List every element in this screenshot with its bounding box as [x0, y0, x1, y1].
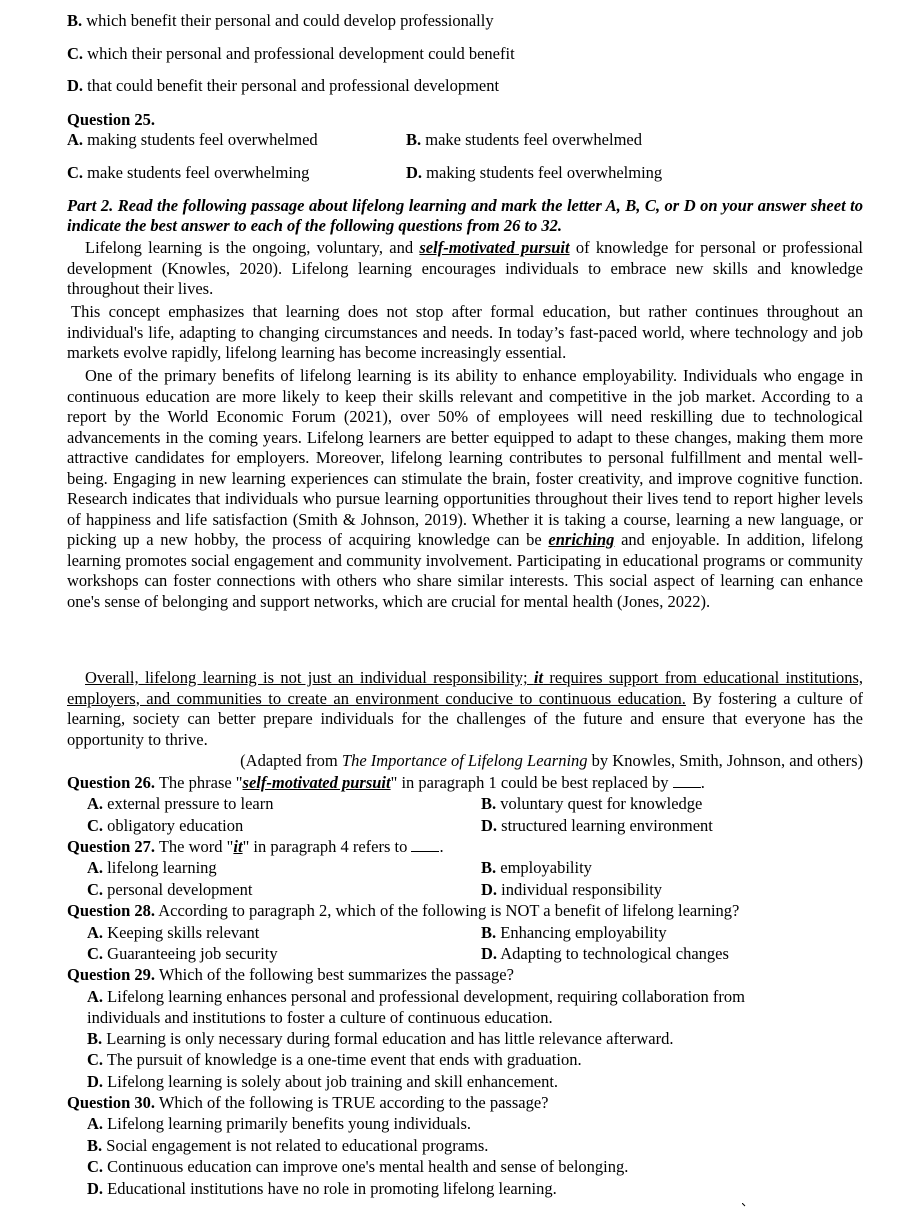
option-letter: B. [406, 130, 422, 149]
q28-stem [67, 901, 739, 921]
q25-option-b [406, 130, 642, 150]
option-text: making students feel overwhelmed [87, 130, 318, 149]
option-letter: A. [87, 1114, 104, 1133]
option-text: Enhancing employability [500, 923, 667, 942]
q27-option-c [87, 880, 252, 900]
text: According to paragraph 2, which of the following is NOT a benefit of lifelong learning? [155, 901, 740, 920]
question-number: Question 27. [67, 837, 156, 856]
question-number: Question 30. [67, 1093, 156, 1112]
q27-option-d [481, 880, 662, 900]
option-text: Lifelong learning primarily benefits young individuals. [107, 1114, 472, 1133]
text: " in paragraph 4 refers to [242, 837, 412, 856]
option-letter: D. [87, 1072, 104, 1091]
q26-stem [67, 773, 705, 793]
text: (Adapted from [240, 751, 342, 770]
option-letter: C. [87, 1050, 104, 1069]
option-text: which benefit their personal and could develop professionally [86, 11, 494, 30]
underlined-sentence: Overall, lifelong learning is not just an individual responsibility; [85, 668, 534, 687]
q29-stem [67, 965, 514, 985]
option-letter: B. [481, 858, 497, 877]
option-letter: C. [67, 163, 84, 182]
q29-option-a [87, 987, 745, 1007]
question-number: Question 29. [67, 965, 156, 984]
underlined-sentence: requires support from educational institutions, employers, and communities to create an environment conducive to continuous education. [67, 668, 864, 708]
answer-blank [411, 839, 439, 852]
option-text: Keeping skills relevant [107, 923, 260, 942]
passage-paragraph-3 [67, 366, 863, 612]
option-letter: A. [67, 130, 84, 149]
option-text: which their personal and professional development could benefit [87, 44, 515, 63]
q29-option-c [87, 1050, 582, 1070]
q27-option-a [87, 858, 217, 878]
text: By fostering a culture of learning, society can better prepare individuals for the challenges of the future and ensure that everyone has the opportunity to thrive. [67, 688, 863, 749]
option-text: individual responsibility [501, 880, 663, 899]
q25-option-a [67, 130, 318, 150]
text: and enjoyable. In addition, lifelong learning promotes social engagement and community involvement. Participating in educational programs or community workshops can foster connections with others who share similar interests. This social aspect of learning can enhance one's sense of belonging and support networks, which are crucial for mental health (Jones, 2022). [67, 530, 864, 611]
q30-option-a [87, 1114, 471, 1134]
option-letter: B. [481, 794, 497, 813]
option-letter: C. [67, 44, 84, 63]
option-text: Guaranteeing job security [107, 944, 278, 963]
q24-option-c [67, 44, 515, 64]
option-text: The pursuit of knowledge is a one-time event that ends with graduation. [106, 1050, 582, 1069]
option-text: lifelong learning [107, 858, 217, 877]
option-letter: D. [481, 880, 498, 899]
q28-option-d [481, 944, 729, 964]
text: The phrase " [155, 773, 243, 792]
option-text: Learning is only necessary during formal education and has little relevance afterward. [106, 1029, 674, 1048]
text: The word " [155, 837, 234, 856]
option-text: personal development [107, 880, 253, 899]
option-text: employability [500, 858, 592, 877]
highlighted-word: it [233, 837, 243, 856]
stray-mark-icon [742, 1203, 746, 1207]
option-text: structured learning environment [501, 816, 713, 835]
passage-paragraph-1 [67, 238, 863, 300]
highlighted-word: enriching [548, 530, 615, 549]
q30-option-d [87, 1179, 557, 1199]
option-letter: D. [481, 816, 498, 835]
option-letter: A. [87, 923, 104, 942]
option-text: Lifelong learning enhances personal and professional development, requiring collaboration from [107, 987, 745, 1006]
text: Lifelong learning is the ongoing, voluntary, and [85, 238, 420, 257]
text: . [439, 837, 444, 856]
q27-option-b [481, 858, 592, 878]
stray-mark [742, 1199, 746, 1203]
q24-option-d [67, 76, 499, 96]
option-letter: C. [87, 880, 104, 899]
question-number: Question 28. [67, 901, 156, 920]
text: by Knowles, Smith, Johnson, and others) [587, 751, 863, 770]
q30-option-c [87, 1157, 628, 1177]
q26-option-b [481, 794, 702, 814]
text: of knowledge for personal or professional development (Knowles, 2020). Lifelong learning encourages individuals to embrace new skills and knowledge throughout their lives. [67, 238, 864, 298]
option-text: Lifelong learning is solely about job training and skill enhancement. [107, 1072, 559, 1091]
q27-stem [67, 837, 444, 857]
option-letter: A. [87, 858, 104, 877]
text: Which of the following is TRUE according to the passage? [155, 1093, 549, 1112]
highlighted-phrase: self-motivated pursuit [419, 238, 570, 257]
option-letter: C. [87, 944, 104, 963]
highlighted-word: it [533, 668, 544, 687]
option-text: making students feel overwhelming [426, 163, 663, 182]
option-letter: B. [481, 923, 497, 942]
q28-option-c [87, 944, 278, 964]
option-letter: A. [87, 987, 104, 1006]
q25-option-d [406, 163, 662, 183]
option-letter: C. [87, 816, 104, 835]
option-letter: D. [481, 944, 498, 963]
q29-option-a-cont: individuals and institutions to foster a culture of continuous education. [87, 1008, 553, 1027]
q26-option-a [87, 794, 273, 814]
option-letter: D. [87, 1179, 104, 1198]
text: One of the primary benefits of lifelong learning is its ability to enhance employability. Individuals who engage in continuous education are more likely to keep their skills relevant and competitive in the job market. According to a report by the World Economic Forum (2021), over 50% of employees will need reskilling due to technological advancements in the coming years. Lifelong learners are better equipped to adapt to these changes, making them more attractive candidates for employers. Moreover, lifelong learning contributes to personal fulfillment and mental well-being. Engaging in new learning experiences can stimulate the brain, foster creativity, and improve cognitive function. Research indicates that individuals who pursue learning opportunities throughout their lives tend to report higher levels of happiness and life satisfaction (Smith & Johnson, 2019). Whether it is taking a course, learning a new language, or picking up a new hobby, the process of acquiring knowledge can be [67, 366, 863, 549]
q26-option-d [481, 816, 713, 836]
option-text: Social engagement is not related to educational programs. [106, 1136, 489, 1155]
option-letter: B. [87, 1029, 103, 1048]
text: " in paragraph 1 could be best replaced by [390, 773, 673, 792]
source-title: The Importance of Lifelong Learning [341, 751, 588, 770]
q28-option-b [481, 923, 667, 943]
q25-option-c [67, 163, 309, 183]
option-text: Adapting to technological changes [500, 944, 729, 963]
highlighted-phrase: self-motivated pursuit [242, 773, 391, 792]
option-text: external pressure to learn [107, 794, 274, 813]
option-text: Educational institutions have no role in promoting lifelong learning. [107, 1179, 557, 1198]
option-text: voluntary quest for knowledge [500, 794, 703, 813]
q30-stem [67, 1093, 548, 1113]
text: This concept emphasizes that learning does not stop after formal education, but rather continues throughout an individual's life, adapting to changing circumstances and needs. In today’s fast-paced world, where technology and job markets evolve rapidly, lifelong learning has become increasingly essential. [67, 302, 863, 362]
text: Which of the following best summarizes the passage? [155, 965, 514, 984]
q28-option-a [87, 923, 259, 943]
option-text: Continuous education can improve one's mental health and sense of belonging. [107, 1157, 629, 1176]
option-letter: B. [67, 11, 83, 30]
passage-paragraph-2 [67, 302, 863, 364]
part2-instruction: Part 2. Read the following passage about lifelong learning and mark the letter A, B, C, or D on your answer sheet to indicate the best answer to each of the following questions from 26 to 32. [67, 196, 863, 235]
q30-option-b [87, 1136, 488, 1156]
option-text: make students feel overwhelmed [425, 130, 642, 149]
option-letter: D. [406, 163, 423, 182]
passage-paragraph-4 [67, 668, 863, 750]
q24-option-b [67, 11, 494, 31]
answer-blank [673, 775, 701, 788]
text: . [700, 773, 705, 792]
option-text: that could benefit their personal and professional development [87, 76, 500, 95]
option-letter: B. [87, 1136, 103, 1155]
passage-source [240, 751, 863, 771]
option-letter: D. [67, 76, 84, 95]
option-letter: C. [87, 1157, 104, 1176]
option-letter: A. [87, 794, 104, 813]
q29-option-b [87, 1029, 673, 1049]
q29-option-d [87, 1072, 558, 1092]
q25-title: Question 25. [67, 110, 156, 129]
option-text: make students feel overwhelming [87, 163, 310, 182]
q26-option-c [87, 816, 243, 836]
question-number: Question 26. [67, 773, 156, 792]
option-text: obligatory education [107, 816, 244, 835]
